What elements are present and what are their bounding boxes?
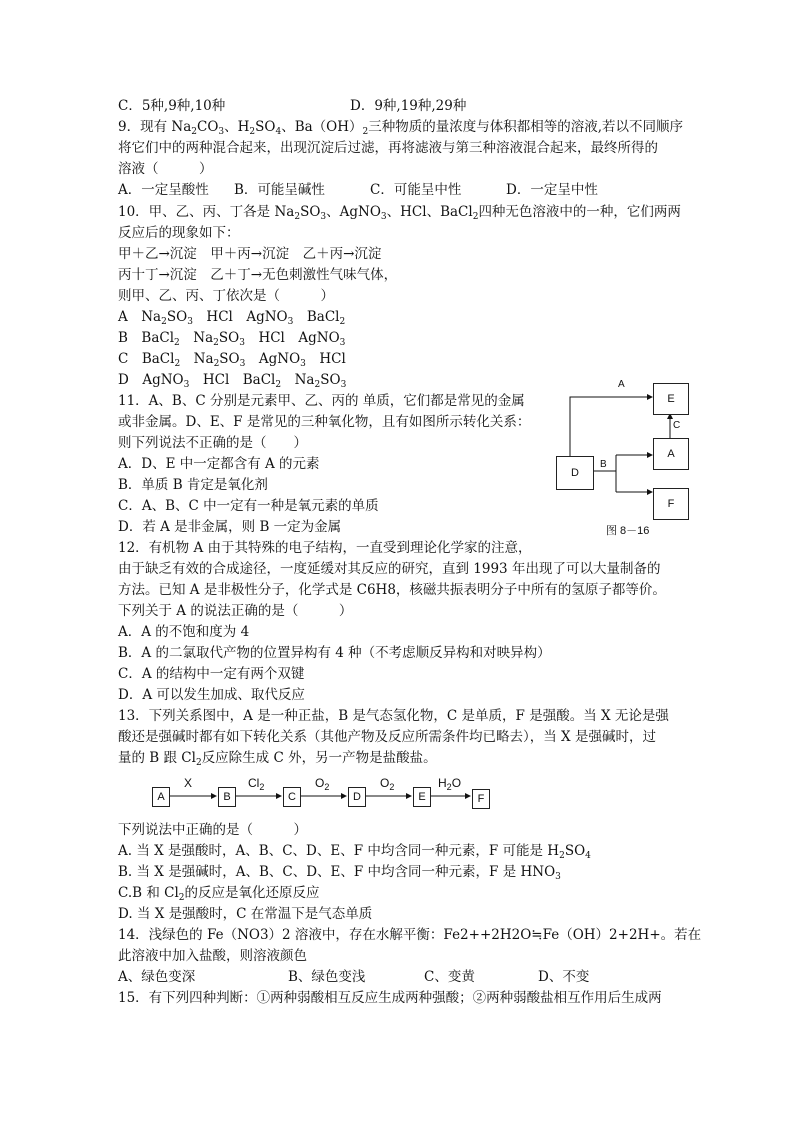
q13-line4: 下列说法中正确的是（ ） [118,822,307,838]
fig-label-c: C [673,420,681,431]
fig-label-a: A [618,379,625,390]
q9-option-c: C．可能呈中性 [370,182,462,198]
q13-line1: 13．下列关系图中，A 是一种正盐，B 是气态氢化物，C 是单质，F 是强酸。当 X 无论是强 [118,708,669,724]
q10-line2: 反应后的现象如下： [118,225,240,241]
q14-option-b: B、绿色变浅 [288,969,366,985]
chain-box-d: D [348,787,366,807]
q12-option-a: A．A 的不饱和度为 4 [118,624,250,640]
q11-line1: 11．A、B、C 分别是元素甲、乙、丙的 单质，它们都是常见的金属 [118,393,525,409]
q12-option-c: C．A 的结构中一定有两个双键 [118,666,305,682]
q8-option-c: C．5种,9种,10种 [118,98,226,114]
q9-line3: 溶液（ ） [118,161,213,177]
fig-box-d: D [556,456,594,490]
q12-option-d: D．A 可以发生加成、取代反应 [118,687,305,703]
q12-line2: 由于缺乏有效的合成途径，一度延缓对其反应的研究，直到 1993 年出现了可以大量制备的 [118,561,661,577]
q13-option-c: C.B 和 $Cl_2$的反应是氧化还原反应 [118,885,320,903]
chain-box-b: B [218,787,236,807]
q10-line3: 甲＋乙→沉淀 甲＋丙→沉淀 乙＋丙→沉淀 [118,246,382,262]
q12-line3: 方法。已知 A 是非极性分子，化学式是 C6H8，核磁共振表明分子中所有的氢原子都等价。 [118,582,666,598]
q14-option-a: A、绿色变深 [118,969,196,985]
q14-option-c: C、变黄 [424,969,475,985]
chain-label-cl2: $Cl_2$ [248,776,265,792]
q10-option-d: D AgNO$_3$ HCl BaCl$_2$ $Na_2SO_3$ [118,372,347,390]
q10-option-b: B BaCl$_2$ $Na_2SO_3$ HCl AgNO$_3$ [118,330,346,348]
q14-line1: 14．浅绿色的 Fe（NO3）2 溶液中，存在水解平衡：Fe2++2H2O≒Fe（OH）2+2H+。若在 [118,927,702,943]
q13-line3: 量的 B 跟 $Cl_2$反应除生成 C 外，另一产物是盐酸盐。 [118,750,437,768]
chain-label-o2-a: $O_2$ [315,776,330,792]
chain-box-a: A [152,787,170,807]
arrow-d-to-e [570,397,652,456]
chain-box-e: E [413,787,431,807]
q10-option-a: A $Na_2SO_3$ HCl AgNO$_3$ BaCl$_2$ [118,309,346,327]
q9-line1: 9．现有 $Na_2CO_3$、$H_2SO_4$、$Ba(OH)_2$三种物质的量浓度与体积都相等的溶液,若以不同顺序 [118,119,684,137]
q13-option-a: A. 当 X 是强酸时，A、B、C、D、E、F 中均含同一种元素，F 可能是 $H_2SO_4$ [118,843,591,861]
chain-label-o2-b: $O_2$ [380,776,395,792]
q12-option-b: B．A 的二氯取代产物的位置异构有 4 种（不考虑顺反异构和对映异构） [118,645,551,661]
q11-option-b: B．单质 B 肯定是氧化剂 [118,477,268,493]
q11-option-c: C．A、B、C 中一定有一种是氧元素的单质 [118,498,379,514]
q11-line2: 或非金属。D、E、F 是常见的三种氧化物，且有如图所示转化关系： [118,414,531,430]
q10-line1: 10．甲、乙、丙、丁各是 $Na_2SO_3$、AgNO$_3$、HCl、BaCl$_2$四种无色溶液中的一种，它们两两 [118,204,681,222]
q11-option-d: D．若 A 是非金属，则 B 一定为金属 [118,519,342,535]
chain-box-c: C [283,787,301,807]
q10-option-c: C BaCl$_2$ $Na_2SO_3$ AgNO$_3$ HCl [118,351,346,369]
fig-label-b: B [600,459,607,470]
q14-line2: 此溶液中加入盐酸，则溶液颜色 [118,948,307,964]
q13-option-b: B. 当 X 是强碱时，A、B、C、D、E、F 中均含同一种元素，F 是 $HNO_3$ [118,864,561,882]
chain-label-x: X [184,776,193,790]
fig-box-f: F [653,488,689,520]
q11-figure [556,372,696,542]
q9-option-b: B．可能呈碱性 [234,182,325,198]
q11-option-a: A．D、E 中一定都含有 A 的元素 [118,456,320,472]
q9-option-a: A．一定呈酸性 [118,182,209,198]
fig-box-e: E [653,383,689,415]
q9-option-d: D．一定呈中性 [506,182,598,198]
fig-caption: 图 8－16 [606,525,650,537]
q13-line2: 酸还是强碱时都有如下转化关系（其他产物及反应所需条件均已略去），当 X 是强碱时，过 [118,729,656,745]
chain-box-f: F [472,789,490,809]
fig-box-a: A [653,438,689,470]
chain-label-h2o: $H_2O$ [438,776,462,792]
q10-line4: 丙十丁→沉淀 乙＋丁→无色刺激性气味气体， [118,267,398,283]
q8-option-d: D．9种,19种,29种 [350,98,467,114]
q13-chain-diagram [152,776,492,812]
q10-line5: 则甲、乙、丙、丁依次是（ ） [118,288,334,304]
q12-line1: 12．有机物 A 由于其特殊的电子结构，一直受到理论化学家的注意， [118,540,532,556]
q14-option-d: D、不变 [538,969,590,985]
q13-option-d: D. 当 X 是强酸时，C 在常温下是气态单质 [118,906,373,922]
q12-line4: 下列关于 A 的说法正确的是（ ） [118,603,353,619]
q11-line3: 则下列说法不正确的是（ ） [118,435,307,451]
q9-line2: 将它们中的两种混合起来，出现沉淀后过滤，再将滤液与第三种溶液混合起来，最终所得的 [118,140,658,156]
q15-line1: 15．有下列四种判断：①两种弱酸相互反应生成两种强酸；②两种弱酸盐相互作用后生成两 [118,990,662,1006]
